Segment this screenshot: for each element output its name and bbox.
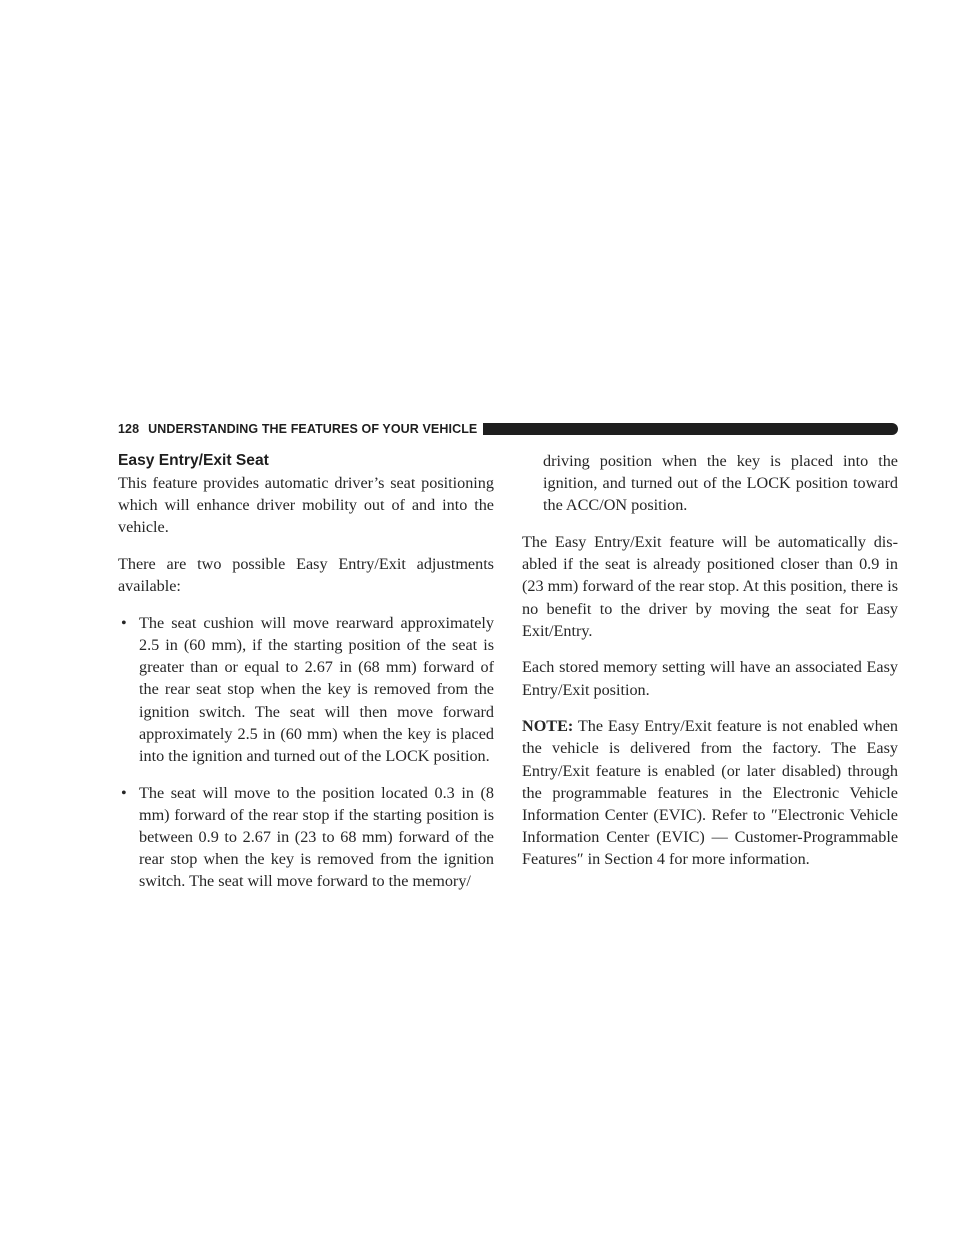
list-item bbox=[118, 612, 494, 767]
bullet-icon: • bbox=[121, 783, 127, 802]
note-paragraph bbox=[522, 715, 898, 870]
header-rule bbox=[483, 423, 898, 435]
page-header bbox=[118, 418, 898, 440]
note-label: NOTE: bbox=[522, 717, 574, 736]
section-heading: Easy Entry/Exit Seat bbox=[118, 452, 269, 469]
bullet-icon: • bbox=[121, 613, 127, 632]
list-item-text: The seat cushion will move rearward approximately 2.5 in (60 mm), if the starting position of the seat is greater than or equal to 2.67 in (68 mm) forward of the rear seat stop when the key is removed from the ignition switch. The seat will then move forward approximately 2.5 in (60 mm) when the key is placed into the ignition and turned out of the LOCK position. bbox=[139, 613, 494, 766]
page-number: 128 bbox=[118, 422, 140, 436]
disabled-paragraph: The Easy Entry/Exit feature will be automatically dis-abled if the seat is already positioned closer than 0.9 in (23 mm) forward of the rear stop. At this position, there is no benefit to the driver by moving the seat for Easy Exit/Entry. bbox=[522, 533, 898, 640]
note-text: The Easy Entry/Exit feature is not enabled when the vehicle is delivered from the factory. The Easy Entry/Exit feature is enabled (or later disabled) through the programmable features in the Electronic Vehicle Information Center (EVIC). Refer to ″Electronic Vehicle Information Center (EVIC) — Customer-Programmable Features″ in Section 4 for more information. bbox=[522, 717, 898, 869]
memory-paragraph: Each stored memory setting will have an associated Easy Entry/Exit position. bbox=[522, 658, 898, 699]
list-item bbox=[118, 782, 494, 893]
list-item-text: The seat will move to the position located 0.3 in (8 mm) forward of the rear stop if the starting position is between 0.9 to 2.67 in (23 to 68 mm) forward of the rear stop when the key is removed from the ignition switch. The seat will move forward to the memory/ bbox=[139, 783, 494, 891]
section-title: UNDERSTANDING THE FEATURES OF YOUR VEHICLE bbox=[148, 422, 478, 436]
intro-paragraph: This feature provides automatic driver’s seat positioning which will enhance driver mobility out of and into the vehicle. bbox=[118, 474, 494, 537]
adjustments-intro-paragraph: There are two possible Easy Entry/Exit adjustments available: bbox=[118, 555, 494, 596]
adjustment-list bbox=[118, 612, 494, 893]
bullet-continuation: driving position when the key is placed into the ignition, and turned out of the LOCK position toward the ACC/ON position. bbox=[543, 452, 898, 515]
right-column bbox=[522, 450, 898, 885]
left-column bbox=[118, 450, 494, 907]
